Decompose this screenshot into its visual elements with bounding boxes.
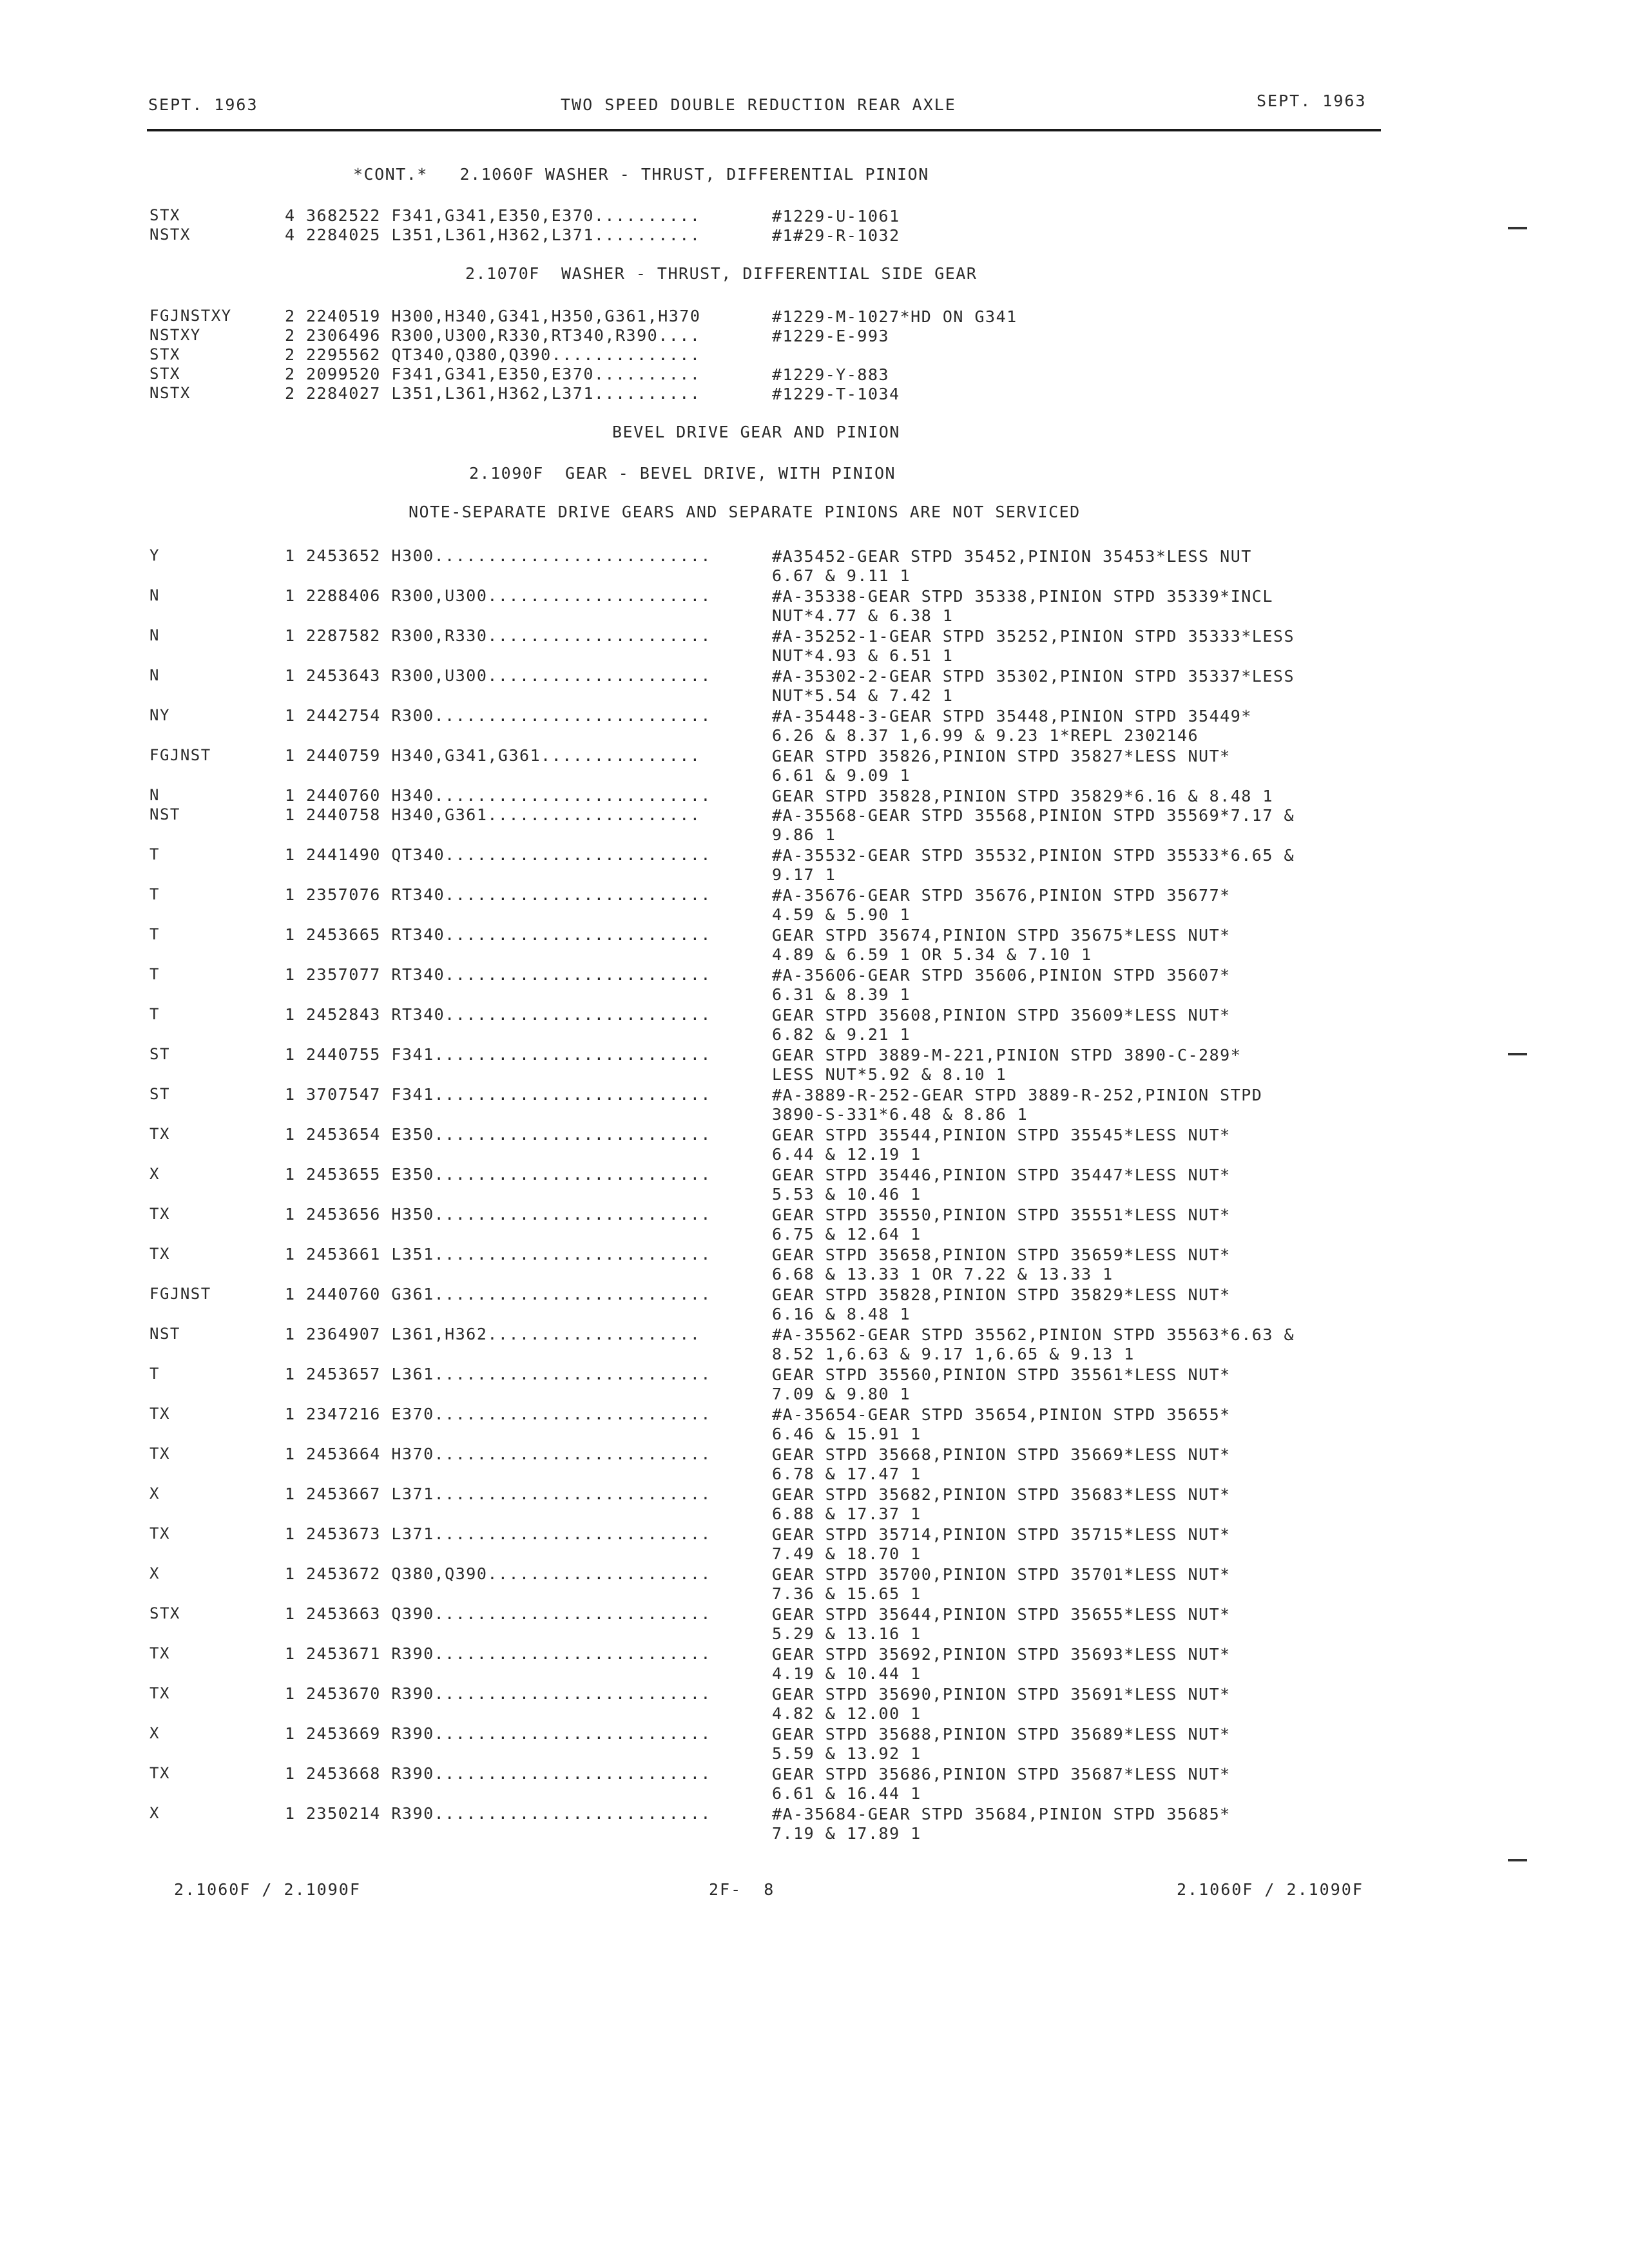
part-description: NUT*4.93 & 6.51 1	[772, 646, 954, 665]
part-description: #1229-Y-883	[772, 365, 890, 384]
model-code: X	[149, 1485, 160, 1503]
part-description: 6.75 & 12.64 1	[772, 1225, 921, 1244]
footer-section-left: 2.1060F / 2.1090F	[174, 1880, 361, 1899]
quantity: 1	[285, 1045, 295, 1064]
quantity: 1	[285, 1724, 295, 1743]
quantity: 1	[285, 1524, 295, 1543]
part-description: GEAR STPD 35608,PINION STPD 35609*LESS NUT*	[772, 1006, 1231, 1024]
part-description: #A-3889-R-252-GEAR STPD 3889-R-252,PINION STPD	[772, 1086, 1263, 1104]
quantity: 1	[285, 805, 295, 824]
part-number-application: 2453655 E350..........................	[306, 1165, 711, 1184]
part-number-application: 2284025 L351,L361,H362,L371..........	[306, 226, 701, 244]
quantity: 1	[285, 1005, 295, 1024]
model-code: T	[149, 925, 160, 943]
part-number-application: 3682522 F341,G341,E350,E370..........	[306, 206, 701, 225]
part-number-application: 2306496 R300,U300,R330,RT340,R390....	[306, 326, 701, 345]
part-description: #A-35568-GEAR STPD 35568,PINION STPD 35569*7.17 &	[772, 806, 1295, 825]
part-number-application: 2453656 H350..........................	[306, 1205, 711, 1224]
section-heading: 2.1070F WASHER - THRUST, DIFFERENTIAL SIDE GEAR	[465, 264, 978, 283]
part-number-application: 2453672 Q380,Q390.....................	[306, 1564, 711, 1583]
part-description: #1229-M-1027*HD ON G341	[772, 307, 1017, 326]
part-description: GEAR STPD 35644,PINION STPD 35655*LESS NUT*	[772, 1605, 1231, 1624]
model-code: T	[149, 1365, 160, 1383]
model-code: X	[149, 1804, 160, 1822]
part-number-application: 2350214 R390..........................	[306, 1804, 711, 1823]
quantity: 1	[285, 546, 295, 565]
part-description: GEAR STPD 35560,PINION STPD 35561*LESS NUT*	[772, 1365, 1231, 1384]
part-number-application: 2453643 R300,U300.....................	[306, 666, 711, 685]
part-description: #A-35252-1-GEAR STPD 35252,PINION STPD 35333*LESS	[772, 627, 1295, 646]
part-description: #A-35676-GEAR STPD 35676,PINION STPD 35677*	[772, 886, 1231, 905]
part-description: #A-35448-3-GEAR STPD 35448,PINION STPD 35449*	[772, 707, 1252, 726]
part-number-application: 2453670 R390..........................	[306, 1684, 711, 1703]
part-description: NUT*4.77 & 6.38 1	[772, 606, 954, 625]
part-description: GEAR STPD 35688,PINION STPD 35689*LESS NUT*	[772, 1725, 1231, 1744]
quantity: 2	[285, 307, 295, 325]
part-number-application: 2440758 H340,G361....................	[306, 805, 701, 824]
part-number-application: 2440760 G361..........................	[306, 1285, 711, 1303]
model-code: NSTX	[149, 384, 191, 402]
part-description: GEAR STPD 35828,PINION STPD 35829*6.16 & 8.48 1	[772, 787, 1273, 805]
quantity: 2	[285, 384, 295, 403]
model-code: NST	[149, 1325, 180, 1343]
model-code: STX	[149, 206, 180, 224]
part-number-application: 2452843 RT340.........................	[306, 1005, 711, 1024]
part-description: 7.36 & 15.65 1	[772, 1584, 921, 1603]
part-description: GEAR STPD 3889-M-221,PINION STPD 3890-C-289*	[772, 1046, 1242, 1064]
model-code: STX	[149, 365, 180, 383]
model-code: NST	[149, 805, 180, 823]
quantity: 1	[285, 786, 295, 805]
part-number-application: 2287582 R300,R330.....................	[306, 626, 711, 645]
part-description: 6.61 & 16.44 1	[772, 1784, 921, 1803]
part-description: #A-35562-GEAR STPD 35562,PINION STPD 35563*6.63 &	[772, 1325, 1295, 1344]
model-code: NSTXY	[149, 326, 201, 344]
model-code: TX	[149, 1524, 170, 1542]
part-description: #1229-T-1034	[772, 385, 900, 403]
part-description: 5.29 & 13.16 1	[772, 1624, 921, 1643]
part-description: 4.19 & 10.44 1	[772, 1664, 921, 1683]
model-code: STX	[149, 345, 180, 363]
model-code: NSTX	[149, 226, 191, 244]
quantity: 1	[285, 1764, 295, 1783]
model-code: Y	[149, 546, 160, 564]
quantity: 1	[285, 1165, 295, 1184]
part-description: 8.52 1,6.63 & 9.17 1,6.65 & 9.13 1	[772, 1345, 1135, 1363]
part-description: 7.19 & 17.89 1	[772, 1824, 921, 1843]
quantity: 4	[285, 206, 295, 225]
part-number-application: 2453652 H300..........................	[306, 546, 711, 565]
part-description: 6.31 & 8.39 1	[772, 985, 911, 1004]
part-description: #1229-U-1061	[772, 207, 900, 226]
part-description: 6.16 & 8.48 1	[772, 1305, 911, 1323]
model-code: N	[149, 786, 160, 804]
header-title: TWO SPEED DOUBLE REDUCTION REAR AXLE	[561, 95, 956, 114]
part-number-application: 2453664 H370..........................	[306, 1445, 711, 1463]
part-number-application: 2453657 L361..........................	[306, 1365, 711, 1383]
part-description: 4.89 & 6.59 1 OR 5.34 & 7.10 1	[772, 945, 1092, 964]
part-description: #1#29-R-1032	[772, 226, 900, 245]
part-number-application: 2440755 F341..........................	[306, 1045, 711, 1064]
part-number-application: 2453663 Q390..........................	[306, 1604, 711, 1623]
part-description: GEAR STPD 35686,PINION STPD 35687*LESS NUT*	[772, 1765, 1231, 1783]
part-number-application: 2453668 R390..........................	[306, 1764, 711, 1783]
model-code: TX	[149, 1684, 170, 1702]
part-description: #A35452-GEAR STPD 35452,PINION 35453*LESS NUT	[772, 547, 1252, 566]
part-number-application: 2453661 L351..........................	[306, 1245, 711, 1264]
section-heading: 2.1090F GEAR - BEVEL DRIVE, WITH PINION	[469, 464, 896, 483]
quantity: 1	[285, 1325, 295, 1343]
quantity: 1	[285, 626, 295, 645]
quantity: 2	[285, 345, 295, 364]
part-description: #A-35606-GEAR STPD 35606,PINION STPD 35607*	[772, 966, 1231, 985]
model-code: T	[149, 845, 160, 863]
model-code: FGJNSTXY	[149, 307, 232, 325]
part-description: #A-35532-GEAR STPD 35532,PINION STPD 35533*6.65 &	[772, 846, 1295, 865]
part-number-application: 2284027 L351,L361,H362,L371..........	[306, 384, 701, 403]
part-description: 9.86 1	[772, 825, 836, 844]
part-description: 9.17 1	[772, 865, 836, 884]
quantity: 2	[285, 326, 295, 345]
model-code: FGJNST	[149, 746, 211, 764]
margin-mark	[1508, 1053, 1527, 1055]
quantity: 1	[285, 1804, 295, 1823]
part-number-application: 2347216 E370..........................	[306, 1405, 711, 1423]
model-code: N	[149, 666, 160, 684]
model-code: T	[149, 965, 160, 983]
part-number-application: 2240519 H300,H340,G341,H350,G361,H370	[306, 307, 701, 325]
part-description: GEAR STPD 35690,PINION STPD 35691*LESS NUT*	[772, 1685, 1231, 1704]
model-code: TX	[149, 1405, 170, 1423]
model-code: TX	[149, 1205, 170, 1223]
part-description: GEAR STPD 35826,PINION STPD 35827*LESS NUT*	[772, 747, 1231, 765]
model-code: T	[149, 885, 160, 903]
part-description: GEAR STPD 35658,PINION STPD 35659*LESS NUT*	[772, 1245, 1231, 1264]
footer-section-right: 2.1060F / 2.1090F	[1177, 1880, 1364, 1899]
quantity: 1	[285, 1405, 295, 1423]
part-number-application: 2357076 RT340.........................	[306, 885, 711, 904]
model-code: STX	[149, 1604, 180, 1622]
part-description: GEAR STPD 35674,PINION STPD 35675*LESS NUT*	[772, 926, 1231, 945]
part-description: 5.59 & 13.92 1	[772, 1744, 921, 1763]
model-code: TX	[149, 1125, 170, 1143]
quantity: 1	[285, 1365, 295, 1383]
part-number-application: 3707547 F341..........................	[306, 1085, 711, 1104]
quantity: 1	[285, 885, 295, 904]
part-description: #A-35654-GEAR STPD 35654,PINION STPD 35655*	[772, 1405, 1231, 1424]
quantity: 1	[285, 1245, 295, 1264]
part-number-application: 2453671 R390..........................	[306, 1644, 711, 1663]
part-description: #A-35302-2-GEAR STPD 35302,PINION STPD 35337*LESS	[772, 667, 1295, 686]
footer-page-number: 2F- 8	[709, 1880, 775, 1899]
quantity: 2	[285, 365, 295, 383]
quantity: 1	[285, 1644, 295, 1663]
part-number-application: 2364907 L361,H362....................	[306, 1325, 701, 1343]
margin-mark	[1508, 227, 1527, 229]
part-description: GEAR STPD 35544,PINION STPD 35545*LESS NUT*	[772, 1126, 1231, 1144]
part-description: 5.53 & 10.46 1	[772, 1185, 921, 1204]
quantity: 1	[285, 1684, 295, 1703]
part-description: 6.26 & 8.37 1,6.99 & 9.23 1*REPL 2302146	[772, 726, 1199, 745]
part-description: 4.59 & 5.90 1	[772, 905, 911, 924]
model-code: X	[149, 1724, 160, 1742]
model-code: T	[149, 1005, 160, 1023]
part-number-application: 2295562 QT340,Q380,Q390..............	[306, 345, 701, 364]
part-number-application: 2453669 R390..........................	[306, 1724, 711, 1743]
header-date-right: SEPT. 1963	[1257, 91, 1367, 110]
quantity: 1	[285, 1085, 295, 1104]
part-description: 6.88 & 17.37 1	[772, 1504, 921, 1523]
part-description: 6.68 & 13.33 1 OR 7.22 & 13.33 1	[772, 1265, 1113, 1283]
quantity: 1	[285, 925, 295, 944]
quantity: 1	[285, 1445, 295, 1463]
model-code: TX	[149, 1644, 170, 1662]
header-rule	[147, 129, 1381, 131]
part-description: 3890-S-331*6.48 & 8.86 1	[772, 1105, 1028, 1124]
quantity: 1	[285, 1564, 295, 1583]
part-description: 6.78 & 17.47 1	[772, 1465, 921, 1483]
model-code: TX	[149, 1445, 170, 1463]
model-code: N	[149, 626, 160, 644]
model-code: FGJNST	[149, 1285, 211, 1303]
quantity: 1	[285, 1485, 295, 1503]
part-description: 6.61 & 9.09 1	[772, 766, 911, 785]
part-number-application: 2441490 QT340.........................	[306, 845, 711, 864]
model-code: ST	[149, 1085, 170, 1103]
model-code: ST	[149, 1045, 170, 1063]
part-number-application: 2442754 R300..........................	[306, 706, 711, 725]
quantity: 1	[285, 965, 295, 984]
part-description: GEAR STPD 35668,PINION STPD 35669*LESS NUT*	[772, 1445, 1231, 1464]
part-description: 7.09 & 9.80 1	[772, 1385, 911, 1403]
part-number-application: 2453667 L371..........................	[306, 1485, 711, 1503]
part-description: 4.82 & 12.00 1	[772, 1704, 921, 1723]
part-description: #A-35684-GEAR STPD 35684,PINION STPD 35685*	[772, 1805, 1231, 1823]
model-code: N	[149, 586, 160, 604]
part-description: GEAR STPD 35446,PINION STPD 35447*LESS NUT*	[772, 1166, 1231, 1184]
part-number-application: 2099520 F341,G341,E350,E370..........	[306, 365, 701, 383]
part-description: 6.67 & 9.11 1	[772, 566, 911, 585]
model-code: X	[149, 1165, 160, 1183]
part-description: 6.82 & 9.21 1	[772, 1025, 911, 1044]
margin-mark	[1508, 1859, 1527, 1861]
part-description: NUT*5.54 & 7.42 1	[772, 686, 954, 705]
part-description: #A-35338-GEAR STPD 35338,PINION STPD 35339*INCL	[772, 587, 1273, 606]
part-description: GEAR STPD 35700,PINION STPD 35701*LESS NUT*	[772, 1565, 1231, 1584]
quantity: 1	[285, 1125, 295, 1144]
model-code: TX	[149, 1245, 170, 1263]
part-description: 6.46 & 15.91 1	[772, 1425, 921, 1443]
model-code: X	[149, 1564, 160, 1582]
section-heading: *CONT.* 2.1060F WASHER - THRUST, DIFFERENTIAL PINION	[353, 165, 929, 184]
quantity: 1	[285, 746, 295, 765]
part-description: GEAR STPD 35714,PINION STPD 35715*LESS NUT*	[772, 1525, 1231, 1544]
quantity: 1	[285, 1604, 295, 1623]
quantity: 1	[285, 706, 295, 725]
part-number-application: 2453673 L371..........................	[306, 1524, 711, 1543]
model-code: NY	[149, 706, 170, 724]
part-description: GEAR STPD 35550,PINION STPD 35551*LESS NUT*	[772, 1206, 1231, 1224]
part-number-application: 2453654 E350..........................	[306, 1125, 711, 1144]
part-number-application: 2440759 H340,G341,G361...............	[306, 746, 701, 765]
part-number-application: 2453665 RT340.........................	[306, 925, 711, 944]
part-description: GEAR STPD 35692,PINION STPD 35693*LESS NUT*	[772, 1645, 1231, 1664]
quantity: 1	[285, 666, 295, 685]
part-description: 7.49 & 18.70 1	[772, 1544, 921, 1563]
part-description: LESS NUT*5.92 & 8.10 1	[772, 1065, 1007, 1084]
quantity: 1	[285, 845, 295, 864]
model-code: TX	[149, 1764, 170, 1782]
part-number-application: 2288406 R300,U300.....................	[306, 586, 711, 605]
header-date-left: SEPT. 1963	[148, 95, 258, 114]
part-number-application: 2440760 H340..........................	[306, 786, 711, 805]
quantity: 4	[285, 226, 295, 244]
section-heading: NOTE-SEPARATE DRIVE GEARS AND SEPARATE PINIONS ARE NOT SERVICED	[409, 503, 1081, 521]
part-description: 6.44 & 12.19 1	[772, 1145, 921, 1164]
section-heading: BEVEL DRIVE GEAR AND PINION	[612, 423, 900, 441]
part-number-application: 2357077 RT340.........................	[306, 965, 711, 984]
part-description: #1229-E-993	[772, 327, 890, 345]
quantity: 1	[285, 1205, 295, 1224]
part-description: GEAR STPD 35828,PINION STPD 35829*LESS NUT*	[772, 1285, 1231, 1304]
quantity: 1	[285, 1285, 295, 1303]
quantity: 1	[285, 586, 295, 605]
part-description: GEAR STPD 35682,PINION STPD 35683*LESS NUT*	[772, 1485, 1231, 1504]
